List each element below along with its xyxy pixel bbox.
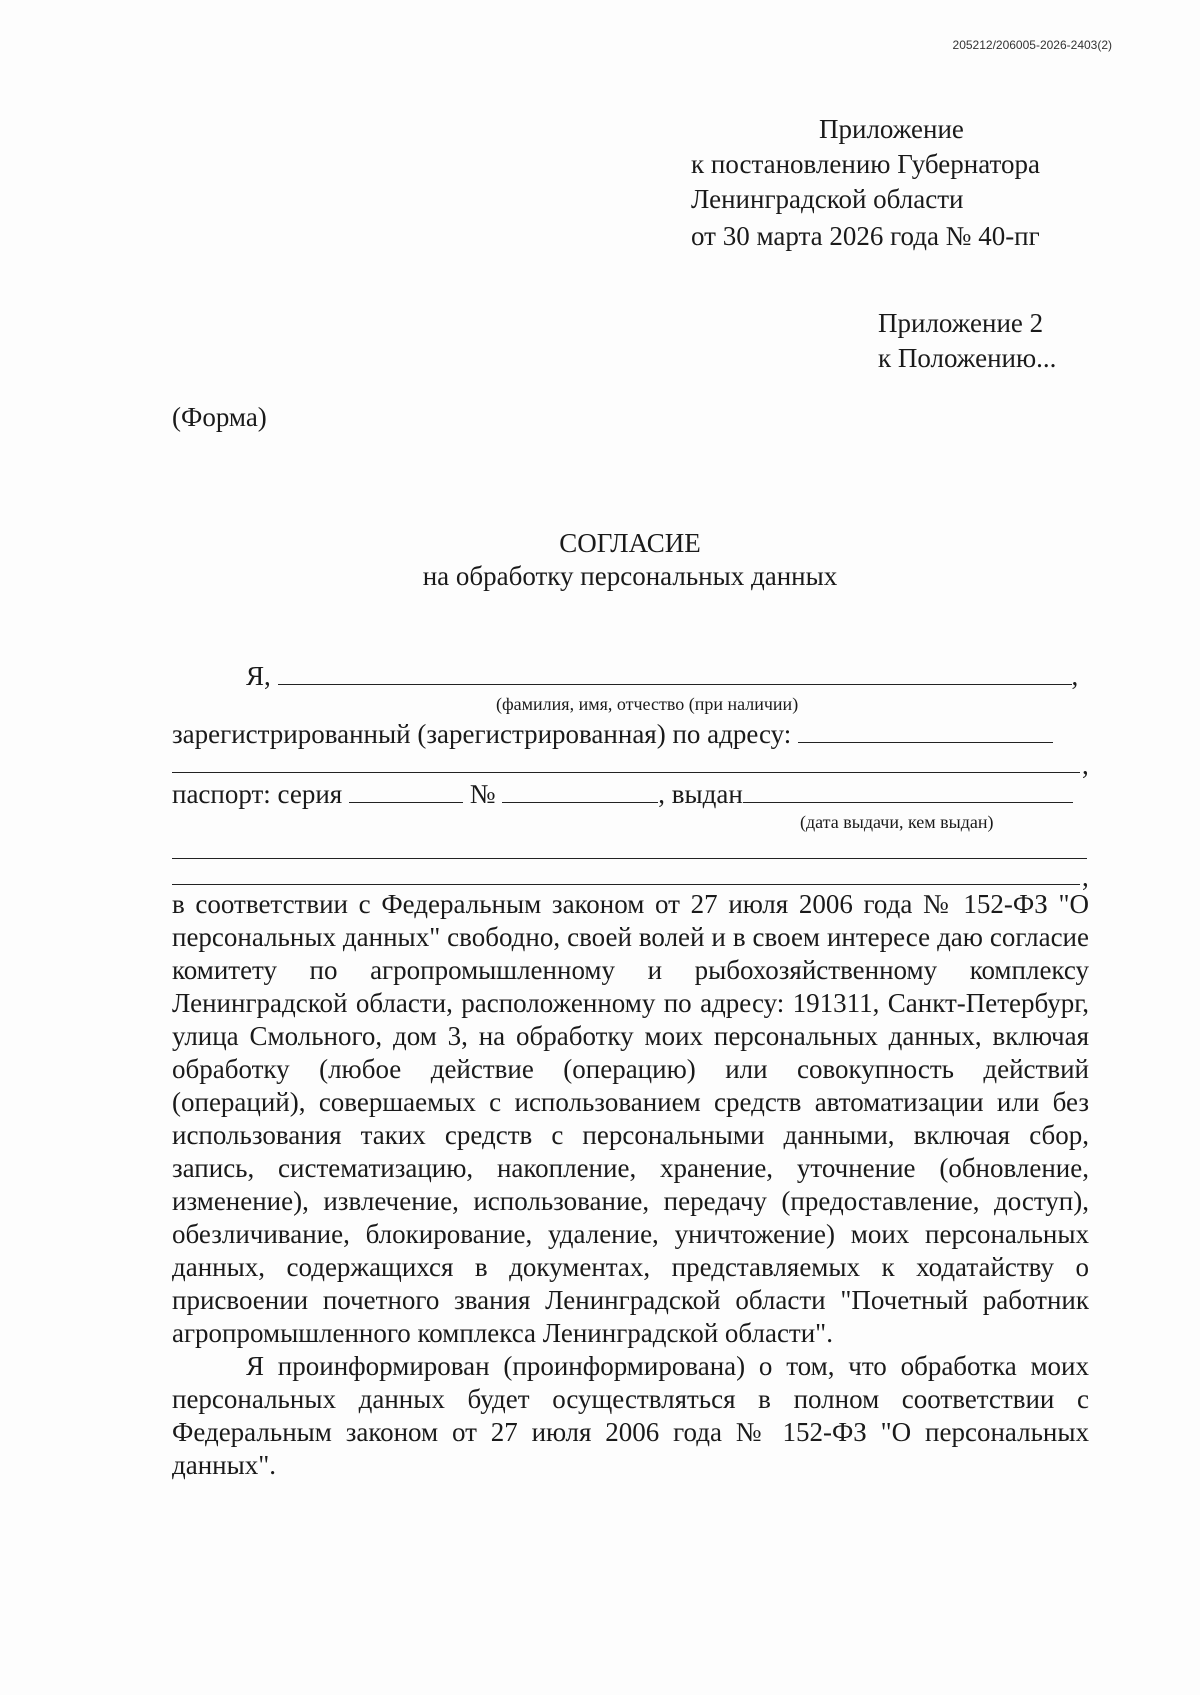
appendix-region: Ленинградской области: [691, 184, 964, 214]
address-label: зарегистрированный (зарегистрированная) по адресу:: [172, 719, 792, 749]
issued-label: , выдан: [658, 779, 743, 809]
appendix-reference: к постановлению Губернатора: [691, 149, 1040, 179]
name-field-row: [172, 660, 1094, 692]
document-registration-number: 205212/206005-2026-2403(2): [952, 38, 1112, 52]
form-label: (Форма): [172, 402, 267, 432]
issued-field-line-2[interactable]: [172, 858, 1087, 859]
address-field-row: [172, 718, 1094, 750]
appendix-header: [691, 112, 1040, 254]
issued-field-line-3[interactable]: [172, 884, 1080, 885]
name-comma: ,: [1071, 661, 1079, 691]
issued-comma: ,: [1082, 862, 1089, 892]
document-title: [0, 527, 1200, 593]
passport-field-row: [172, 778, 1094, 810]
name-field[interactable]: [278, 660, 1072, 685]
appendix-date: от 30 марта 2026 года № 40-пг: [691, 221, 1040, 251]
passport-series-field[interactable]: [349, 778, 463, 803]
address-comma: ,: [1082, 750, 1089, 780]
consent-body: [172, 888, 1089, 1482]
consent-paragraph-1: в соответствии с Федеральным законом от 27 июля 2006 года № 152-ФЗ "О персональных данных" свободно, своей волей и в своем интересе даю согласие комитету по агропромышленному и рыбохозяйственному комплексу Ленинградской области, расположенному по адресу: 191311, Санкт-Петербург, улица Смольного, дом 3, на обработку моих персональных данных, включая обработку (любое действие (операцию) или совокупность действий (операций), совершаемых с использованием средств автоматизации или без использования таких средств с персональными данными, включая сбор, запись, систематизацию, накопление, хранение, уточнение (обновление, изменение), извлечение, использование, передачу (предоставление, доступ), обезличивание, блокирование, удаление, уничтожение) моих персональных данных, содержащихся в документах, представляемых к ходатайству о присвоении почетного звания Ленинградской области "Почетный работник агропромышленного комплекса Ленинградской области".: [172, 889, 1089, 1348]
consent-paragraph-2: Я проинформирован (проинформирована) о том, что обработка моих персональных данных будет осуществляться в полном соответствии с Федеральным законом от 27 июля 2006 года № 152-ФЗ "О персональных данных".: [172, 1351, 1089, 1480]
name-caption: (фамилия, имя, отчество (при наличии): [496, 694, 799, 714]
name-prefix: Я,: [246, 661, 271, 691]
issued-caption: (дата выдачи, кем выдан): [800, 812, 994, 832]
passport-number-field[interactable]: [502, 778, 658, 803]
appendix2-reference: к Положению...: [878, 343, 1057, 373]
address-field-continuation[interactable]: [172, 772, 1080, 773]
title-main: СОГЛАСИЕ: [559, 528, 701, 558]
title-subtitle: на обработку персональных данных: [422, 561, 838, 591]
appendix2-title: Приложение 2: [878, 308, 1044, 338]
passport-number-label: №: [469, 779, 496, 809]
appendix2-header: [878, 306, 1056, 376]
passport-series-label: паспорт: серия: [172, 779, 343, 809]
address-field[interactable]: [798, 718, 1053, 743]
issued-field[interactable]: [743, 778, 1073, 803]
appendix-title: Приложение: [819, 114, 964, 144]
